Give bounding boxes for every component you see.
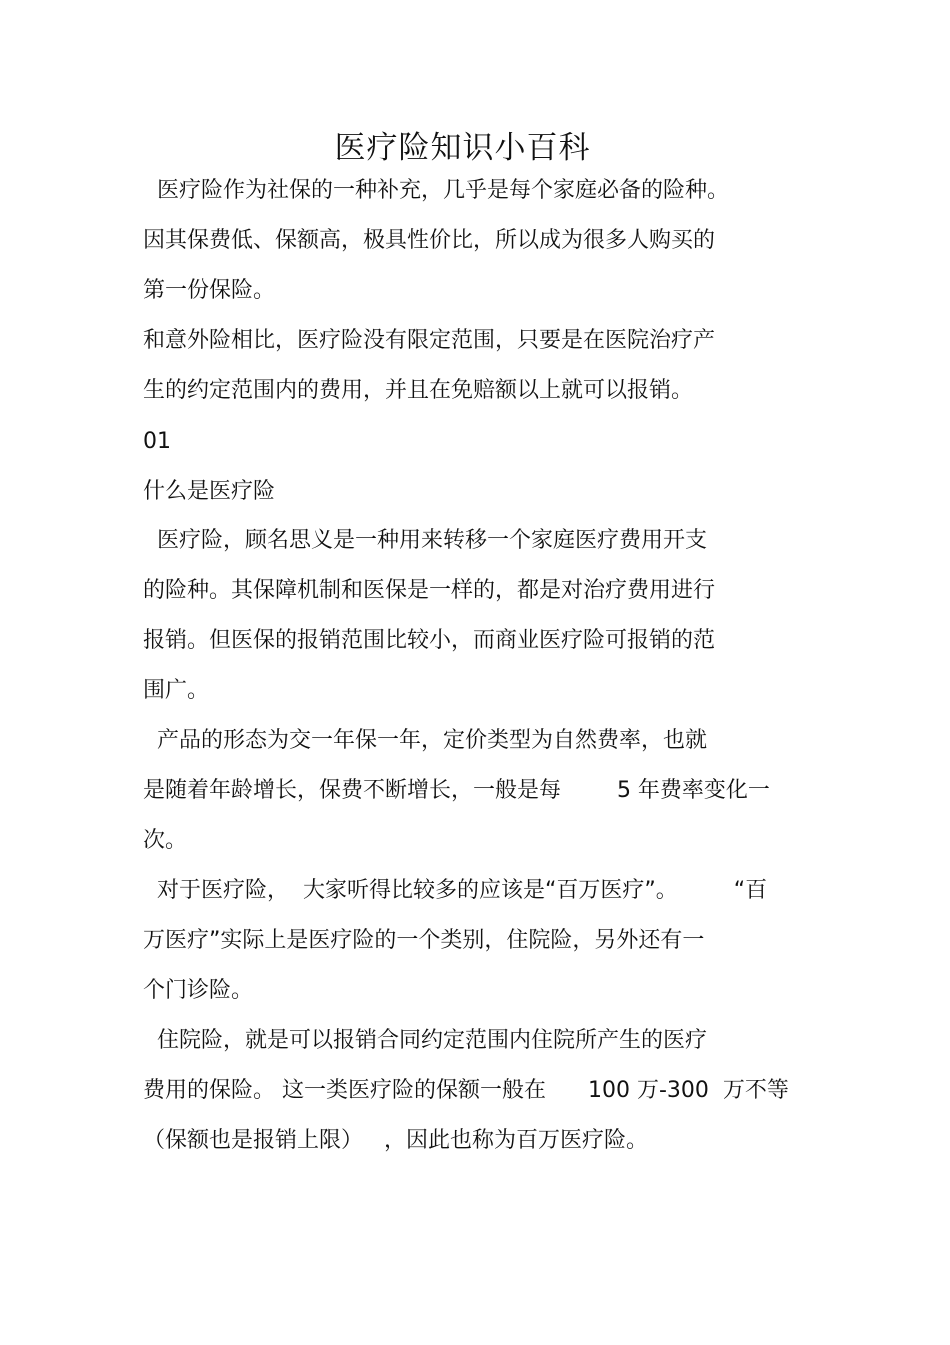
paragraph-line: 因其保费低、保额高，极具性价比，所以成为很多人购买的 xyxy=(143,228,716,253)
document-title: 医疗险知识小百科 xyxy=(334,130,591,166)
paragraph-line: 是随着年龄增长，保费不断增长，一般是每 5 年费率变化一 xyxy=(143,778,770,803)
paragraph-line: 住院险，就是可以报销合同约定范围内住院所产生的医疗 xyxy=(143,1028,707,1053)
paragraph-line: 费用的保险。 这一类医疗险的保额一般在 100 万-300 万不等 xyxy=(143,1078,789,1103)
paragraph-line: 个门诊险。 xyxy=(143,978,254,1003)
paragraph-line: 医疗险作为社保的一种补充，几乎是每个家庭必备的险种。 xyxy=(143,178,729,203)
paragraph-line: 和意外险相比，医疗险没有限定范围，只要是在医院治疗产 xyxy=(143,328,716,353)
paragraph-line: 生的约定范围内的费用，并且在免赔额以上就可以报销。 xyxy=(143,378,694,403)
paragraph-line: 产品的形态为交一年保一年，定价类型为自然费率，也就 xyxy=(143,728,707,753)
paragraph-line: 围广。 xyxy=(143,678,210,703)
paragraph-line: 万医疗”实际上是医疗险的一个类别，住院险，另外还有一 xyxy=(143,928,705,953)
section-heading: 什么是医疗险 xyxy=(143,479,276,504)
paragraph-line: 医疗险，顾名思义是一种用来转移一个家庭医疗费用开支 xyxy=(143,528,707,553)
paragraph-line: 的险种。其保障机制和医保是一样的，都是对治疗费用进行 xyxy=(143,578,716,603)
section-number: 01 xyxy=(143,429,171,454)
paragraph-line: 次。 xyxy=(143,828,188,853)
paragraph-line: 对于医疗险， 大家听得比较多的应该是“百万医疗”。 “百 xyxy=(143,878,768,903)
paragraph-line: 报销。但医保的报销范围比较小，而商业医疗险可报销的范 xyxy=(143,628,716,653)
paragraph-line: 第一份保险。 xyxy=(143,278,276,303)
paragraph-line: （保额也是报销上限） ，因此也称为百万医疗险。 xyxy=(143,1128,648,1153)
